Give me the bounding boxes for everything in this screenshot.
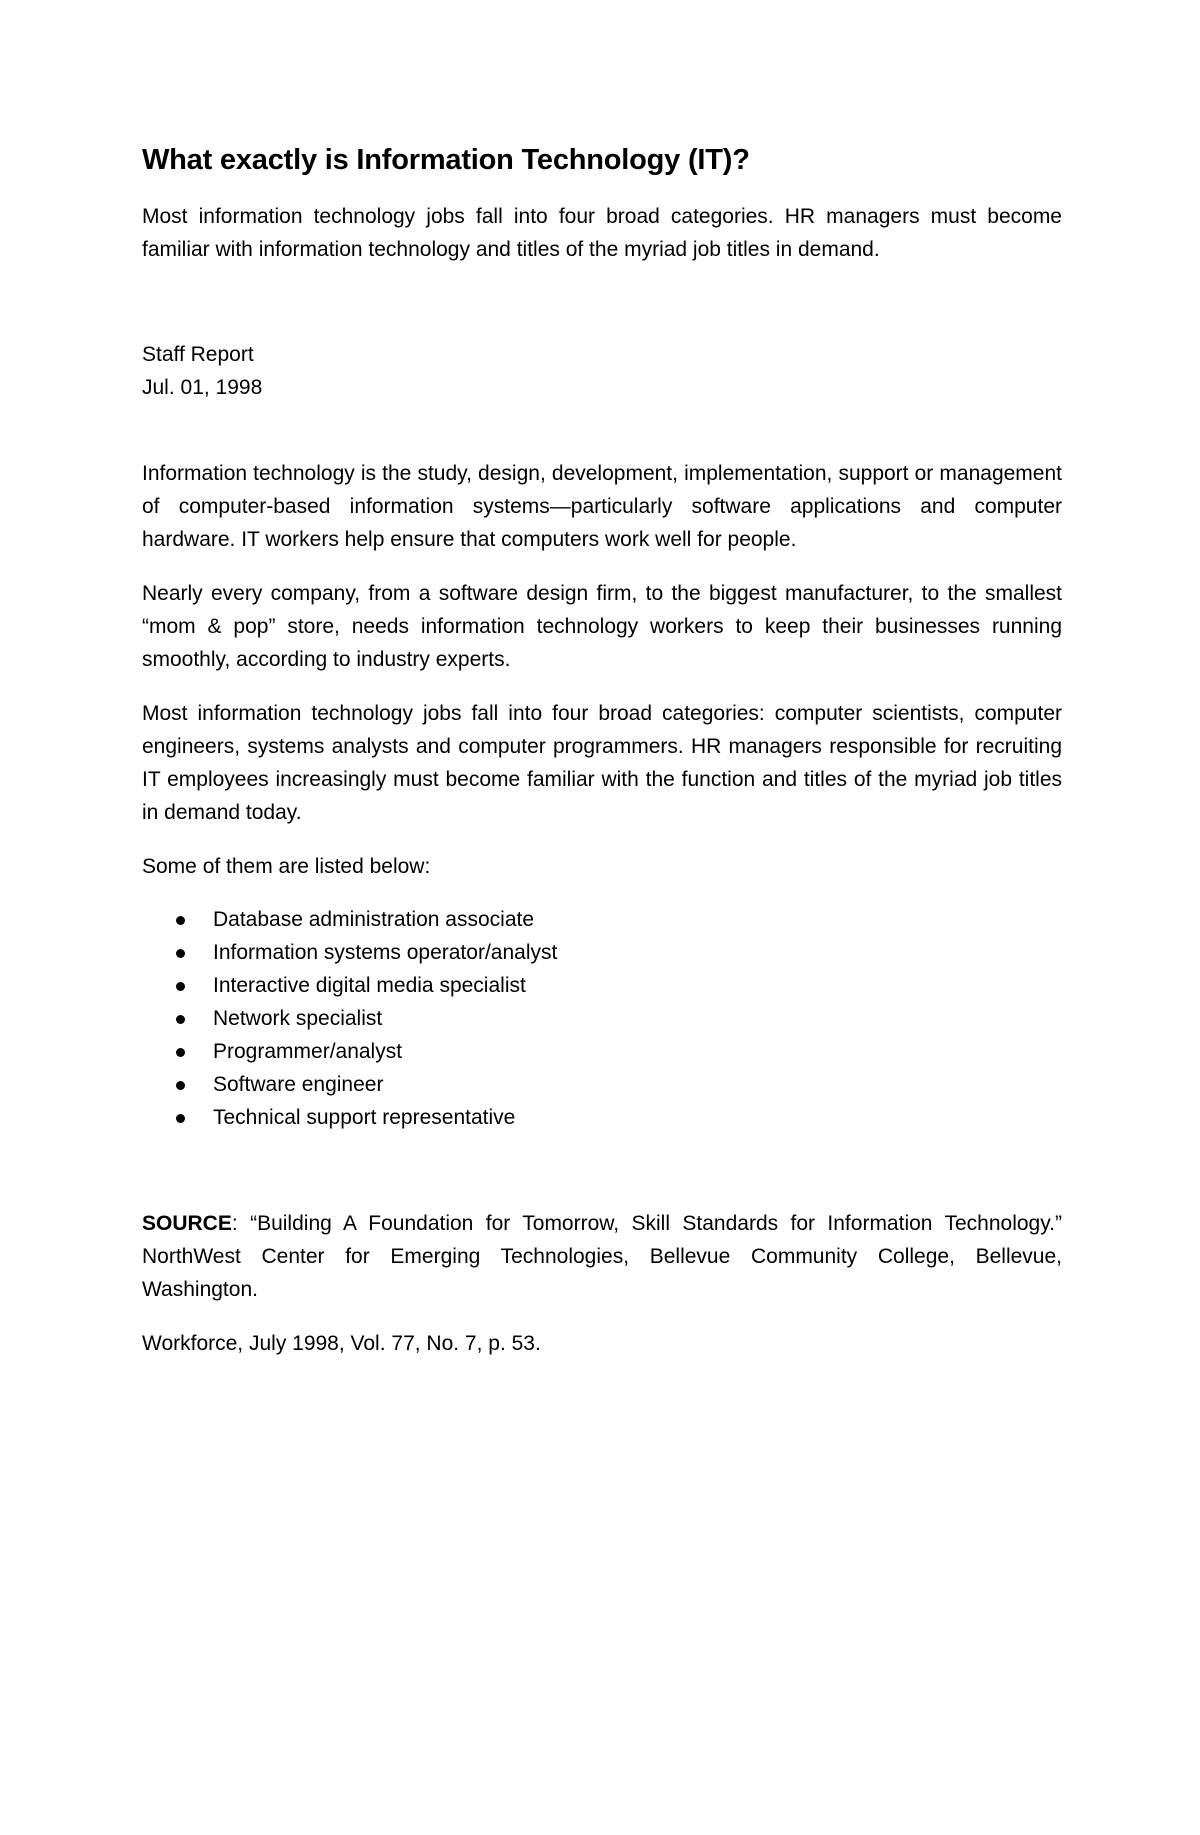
body-paragraph: Most information technology jobs fall into four broad categories: computer scientists, computer engineers, systems analysts and computer programmers. HR managers responsible for recruiting IT employees increasingly must become familiar with the function and titles of the myriad job titles in demand today. bbox=[142, 702, 1062, 824]
lead-paragraph: Most information technology jobs fall into four broad categories. HR managers must become familiar with information technology and titles of the myriad job titles in demand. bbox=[142, 205, 1062, 261]
body-paragraph: Information technology is the study, design, development, implementation, support or management of computer-based information systems—particularly software applications and computer hardware. IT workers help ensure that computers work well for people. bbox=[142, 462, 1062, 551]
source-separator: : bbox=[231, 1212, 238, 1235]
list-item bbox=[142, 903, 1062, 936]
byline-date: Jul. 01, 1998 bbox=[142, 376, 263, 399]
list-item-text: Software engineer bbox=[213, 1073, 384, 1096]
list-item bbox=[142, 1101, 1062, 1134]
bullet-icon bbox=[176, 1081, 185, 1090]
list-item bbox=[142, 969, 1062, 1002]
citation: Workforce, July 1998, Vol. 77, No. 7, p. 53. bbox=[142, 1332, 541, 1355]
list-item-text: Technical support representative bbox=[213, 1106, 516, 1129]
source-section bbox=[142, 1207, 1062, 1360]
list-item-text: Network specialist bbox=[213, 1007, 383, 1030]
bullet-icon bbox=[176, 1015, 185, 1024]
bullet-icon bbox=[176, 1048, 185, 1057]
document-page bbox=[142, 140, 1062, 1360]
byline bbox=[142, 338, 1062, 404]
bullet-icon bbox=[176, 982, 185, 991]
list-item-text: Information systems operator/analyst bbox=[213, 941, 558, 964]
body-paragraph: Nearly every company, from a software design firm, to the biggest manufacturer, to the smallest “mom & pop” store, needs information technology workers to keep their businesses running smoothly, according to industry experts. bbox=[142, 582, 1062, 671]
bullet-icon bbox=[176, 1114, 185, 1123]
list-item bbox=[142, 936, 1062, 969]
source-paragraph bbox=[142, 1207, 1062, 1306]
job-titles-list bbox=[142, 903, 1062, 1134]
article-body bbox=[142, 457, 1062, 1134]
list-intro: Some of them are listed below: bbox=[142, 855, 431, 878]
list-item-text: Interactive digital media specialist bbox=[213, 974, 526, 997]
list-item-text: Database administration associate bbox=[213, 908, 535, 931]
list-item bbox=[142, 1002, 1062, 1035]
bullet-icon bbox=[176, 916, 185, 925]
page-title: What exactly is Information Technology (IT)? bbox=[142, 144, 750, 176]
bullet-icon bbox=[176, 949, 185, 958]
list-item bbox=[142, 1035, 1062, 1068]
list-item bbox=[142, 1068, 1062, 1101]
byline-author: Staff Report bbox=[142, 343, 254, 366]
source-label: SOURCE bbox=[142, 1212, 232, 1235]
source-text: “Building A Foundation for Tomorrow, Skill Standards for Information Technology.” NorthWest Center for Emerging Technologies, Bellevue Community College, Bellevue, Washington. bbox=[142, 1212, 1062, 1301]
list-item-text: Programmer/analyst bbox=[213, 1040, 403, 1063]
